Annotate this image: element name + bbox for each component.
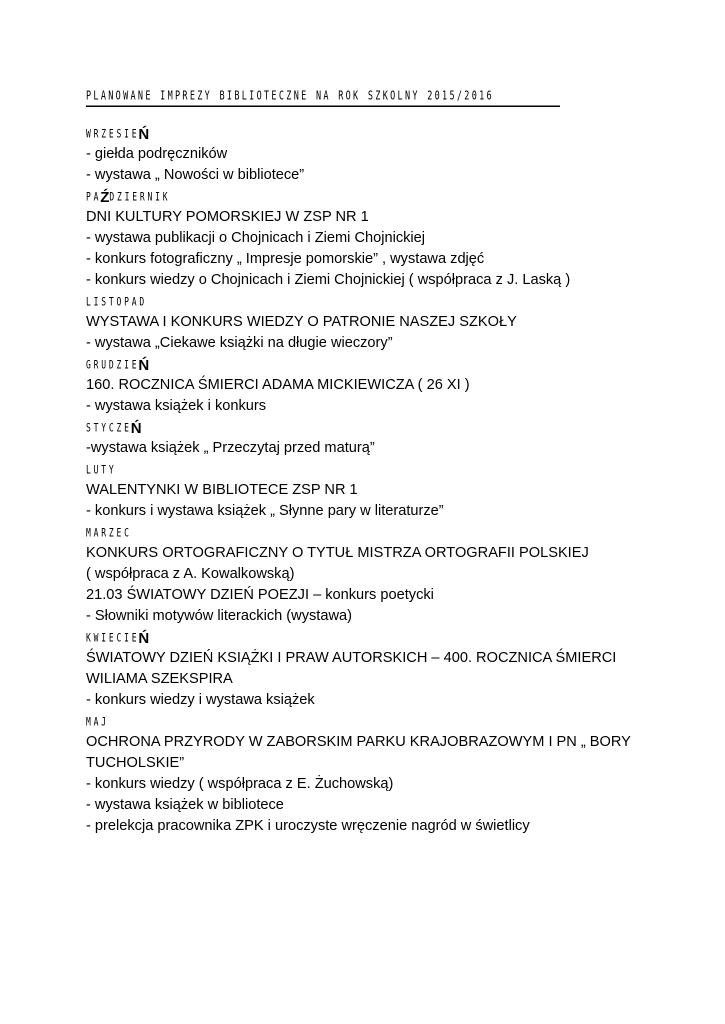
event-line: - konkurs wiedzy ( współpraca z E. Żuchowską) [86, 776, 394, 792]
month-heading-text: MARZEC [86, 526, 132, 540]
month-heading [86, 459, 706, 480]
month-section [86, 627, 706, 711]
month-heading-text: LUTY [86, 463, 117, 477]
month-section [86, 417, 706, 459]
month-heading-text: WRZESIE [86, 127, 140, 141]
month-heading [86, 123, 706, 144]
month-heading-letter: Ź [100, 189, 110, 206]
month-heading [86, 627, 706, 648]
event-line: - wystawa książek i konkurs [86, 398, 267, 414]
event-line: DNI KULTURY POMORSKIEJ W ZSP NR 1 [86, 209, 369, 225]
event-line: WILIAMA SZEKSPIRA [86, 671, 233, 687]
month-heading-letter: Ń [138, 357, 150, 374]
month-section [86, 354, 706, 417]
event-line: TUCHOLSKIE” [86, 755, 185, 771]
month-heading-text: STYCZE [86, 421, 132, 435]
month-heading [86, 711, 706, 732]
event-line: - wystawa „ Nowości w bibliotece” [86, 167, 305, 183]
event-line: ( współpraca z A. Kowalkowską) [86, 566, 295, 582]
month-section [86, 123, 706, 186]
event-line: KONKURS ORTOGRAFICZNY O TYTUŁ MISTRZA ORTOGRAFII POLSKIEJ [86, 545, 589, 561]
event-line: - konkurs fotograficzny „ Impresje pomorskie” , wystawa zdjęć [86, 251, 485, 267]
event-line: - Słowniki motywów literackich (wystawa) [86, 608, 352, 624]
event-line: - wystawa „Ciekawe książki na długie wieczory” [86, 335, 393, 351]
event-line: OCHRONA PRZYRODY W ZABORSKIM PARKU KRAJOBRAZOWYM I PN „ BORY [86, 734, 631, 750]
month-heading-text: GRUDZIE [86, 358, 140, 372]
event-line: - konkurs i wystawa książek „ Słynne pary w literaturze” [86, 503, 444, 519]
month-section [86, 186, 706, 291]
month-heading-text: MAJ [86, 715, 109, 729]
month-section [86, 711, 706, 837]
event-line: - konkurs wiedzy i wystawa książek [86, 692, 315, 708]
event-line: WALENTYNKI W BIBLIOTECE ZSP NR 1 [86, 482, 358, 498]
month-section [86, 459, 706, 522]
event-line: - wystawa książek w bibliotece [86, 797, 284, 813]
month-heading-text: PA [86, 190, 102, 204]
event-line: 160. ROCZNICA ŚMIERCI ADAMA MICKIEWICZA ( 26 XI ) [86, 377, 470, 393]
month-heading [86, 522, 706, 543]
plan-content [86, 123, 706, 837]
event-line: - wystawa publikacji o Chojnicach i Ziemi Chojnickiej [86, 230, 426, 246]
month-section [86, 522, 706, 627]
month-heading-text: KWIECIE [86, 631, 140, 645]
month-heading [86, 291, 706, 312]
page-title: PLANOWANE IMPREZY BIBLIOTECZNE NA ROK SZKOLNY 2015/2016 [86, 89, 560, 107]
event-line: 21.03 ŚWIATOWY DZIEŃ POEZJI – konkurs poetycki [86, 587, 434, 603]
month-heading [86, 186, 706, 207]
event-line: -wystawa książek „ Przeczytaj przed maturą” [86, 440, 375, 456]
month-heading-letter: Ń [130, 420, 142, 437]
event-line: - konkurs wiedzy o Chojnicach i Ziemi Chojnickiej ( współpraca z J. Laską ) [86, 272, 571, 288]
month-section [86, 291, 706, 354]
event-line: - giełda podręczników [86, 146, 228, 162]
event-line: ŚWIATOWY DZIEŃ KSIĄŻKI I PRAW AUTORSKICH – 400. ROCZNICA ŚMIERCI [86, 650, 617, 666]
month-heading-text-tail: DZIERNIK [109, 190, 171, 204]
month-heading-letter: Ń [138, 126, 150, 143]
event-line: WYSTAWA I KONKURS WIEDZY O PATRONIE NASZEJ SZKOŁY [86, 314, 517, 330]
month-heading [86, 354, 706, 375]
event-line: - prelekcja pracownika ZPK i uroczyste wręczenie nagród w świetlicy [86, 818, 530, 834]
month-heading-text: LISTOPAD [86, 295, 147, 309]
month-heading [86, 417, 706, 438]
month-heading-letter: Ń [138, 630, 150, 647]
